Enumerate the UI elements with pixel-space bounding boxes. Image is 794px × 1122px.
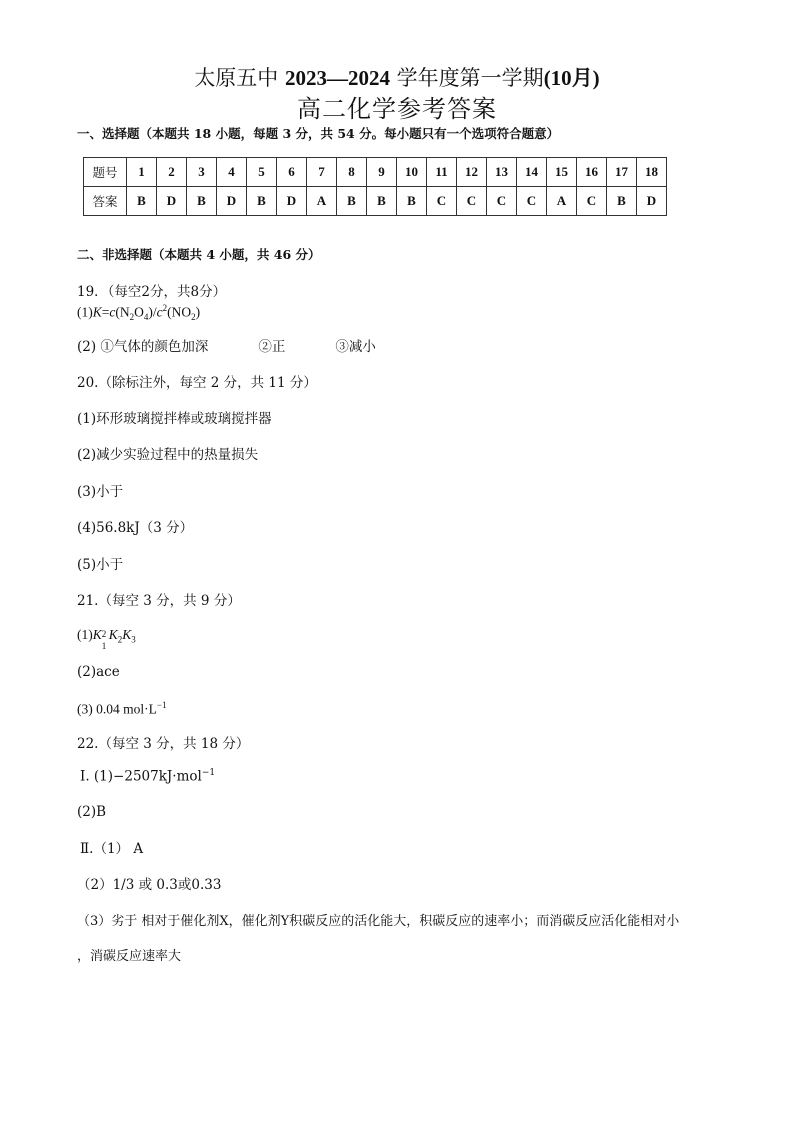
table-cell: D — [157, 187, 187, 216]
table-cell: D — [277, 187, 307, 216]
table-cell: 10 — [397, 158, 427, 187]
table-cell: 8 — [337, 158, 367, 187]
table-row-label: 题号 — [84, 158, 127, 187]
table-cell: B — [247, 187, 277, 216]
table-cell: B — [607, 187, 637, 216]
q21-header: 21.（每空 3 分，共 9 分） — [77, 593, 241, 609]
table-cell: 7 — [307, 158, 337, 187]
q21-answer-2: (2)ace — [77, 664, 120, 680]
table-cell: 3 — [187, 158, 217, 187]
symbol-K: K — [92, 304, 102, 320]
answer-part: ②正 — [258, 339, 286, 355]
table-cell: 2 — [157, 158, 187, 187]
q20-answer-4: (4)56.8kJ（3 分） — [77, 520, 194, 536]
formula-part: (N — [115, 304, 130, 320]
superscript: −1 — [156, 700, 167, 710]
table-cell: 16 — [577, 158, 607, 187]
q20-answer-5: (5)小于 — [77, 557, 124, 573]
answer-index: (2) — [77, 339, 101, 355]
table-cell: C — [517, 187, 547, 216]
table-cell: B — [127, 187, 157, 216]
table-cell: C — [427, 187, 457, 216]
formula-part: ) — [195, 304, 201, 320]
answer-index: (1) — [77, 627, 93, 642]
answer-index: (1) — [77, 304, 93, 320]
q22-part2-answer-2: （2）1/3 或 0.3或0.33 — [77, 877, 222, 893]
table-cell: D — [637, 187, 667, 216]
q22-part1-answer-1 — [80, 768, 215, 785]
q22-part1-answer-2: (2)B — [77, 804, 107, 820]
q22-header: 22.（每空 3 分，共 18 分） — [77, 736, 250, 752]
title-month-suffix: 月) — [571, 66, 600, 90]
q20-answer-2: (2)减少实验过程中的热量损失 — [77, 447, 259, 463]
table-row-numbers — [84, 158, 667, 187]
symbol-c: c — [156, 304, 163, 320]
page-title-line1 — [0, 62, 794, 92]
table-cell: A — [307, 187, 337, 216]
symbol-c: c — [109, 304, 116, 320]
symbol-K: K — [108, 627, 118, 642]
q19-answer-1 — [77, 303, 200, 322]
table-cell: 4 — [217, 158, 247, 187]
table-cell: 11 — [427, 158, 457, 187]
section1-heading: 一、选择题（本题共 18 小题，每题 3 分，共 54 分。每小题只有一个选项符合题意） — [77, 126, 560, 141]
superscript: 2 — [162, 303, 168, 313]
title-month: (10 — [543, 66, 572, 90]
table-cell: 1 — [127, 158, 157, 187]
subscript: 1 — [101, 641, 107, 651]
table-row-answers — [84, 187, 667, 216]
equals-sign: = — [101, 304, 110, 320]
answer-part: ③减小 — [335, 339, 376, 355]
formula-part: O — [134, 304, 144, 320]
table-cell: 17 — [607, 158, 637, 187]
superscript: −1 — [201, 768, 216, 778]
q20-answer-1: (1)环形玻璃搅拌棒或玻璃搅拌器 — [77, 411, 272, 427]
subscript: 2 — [117, 634, 123, 645]
q22-part2-answer-3-line2: ，消碳反应速率大 — [77, 949, 182, 964]
symbol-K: K — [92, 627, 102, 642]
q20-answer-3: (3)小于 — [77, 484, 124, 500]
table-cell: C — [577, 187, 607, 216]
table-cell: D — [217, 187, 247, 216]
q22-part2-answer-3-line1: （3）劣于 相对于催化剂X，催化剂Y积碳反应的活化能大，积碳反应的速率小；而消碳反应活化能相对小 — [77, 914, 680, 929]
q19-answer-2 — [77, 335, 376, 355]
table-row-label: 答案 — [84, 187, 127, 216]
table-cell: B — [337, 187, 367, 216]
table-cell: 13 — [487, 158, 517, 187]
section2-heading: 二、非选择题（本题共 4 小题，共 46 分） — [77, 247, 321, 262]
table-cell: 14 — [517, 158, 547, 187]
table-cell: 6 — [277, 158, 307, 187]
q21-answer-3 — [77, 700, 166, 718]
subscript: 2 — [129, 312, 135, 323]
table-cell: 15 — [547, 158, 577, 187]
table-cell: 18 — [637, 158, 667, 187]
title-years: 2023—2024 — [285, 66, 390, 90]
formula-part: (NO — [167, 304, 192, 320]
table-cell: 12 — [457, 158, 487, 187]
subscript: 2 — [191, 312, 196, 323]
superscript: 2 — [101, 629, 107, 639]
subscript: 4 — [143, 312, 149, 323]
q19-header: 19．（每空2分，共8分） — [77, 284, 227, 300]
title-term: 学年度第一学期 — [390, 66, 544, 90]
table-cell: A — [547, 187, 577, 216]
q22-part2-answer-1: Ⅱ.（1） A — [80, 841, 144, 857]
q20-header: 20.（除标注外，每空 2 分，共 11 分） — [77, 375, 317, 391]
table-cell: 9 — [367, 158, 397, 187]
table-cell: B — [367, 187, 397, 216]
answer-table — [83, 157, 667, 216]
q21-answer-1 — [77, 627, 136, 651]
table-cell: B — [187, 187, 217, 216]
subscript: 3 — [131, 634, 136, 645]
table-cell: C — [487, 187, 517, 216]
symbol-K: K — [122, 627, 132, 642]
page-title-line2: 高二化学参考答案 — [297, 95, 497, 123]
table-cell: 5 — [247, 158, 277, 187]
answer-text: (3) 0.04 mol·L — [77, 701, 157, 717]
title-school: 太原五中 — [194, 66, 285, 90]
answer-text: Ⅰ. (1)−2507kJ·mol — [80, 768, 202, 785]
formula-part: )/ — [148, 304, 157, 320]
table-cell: B — [397, 187, 427, 216]
table-cell: C — [457, 187, 487, 216]
answer-part: ①气体的颜色加深 — [100, 339, 209, 355]
